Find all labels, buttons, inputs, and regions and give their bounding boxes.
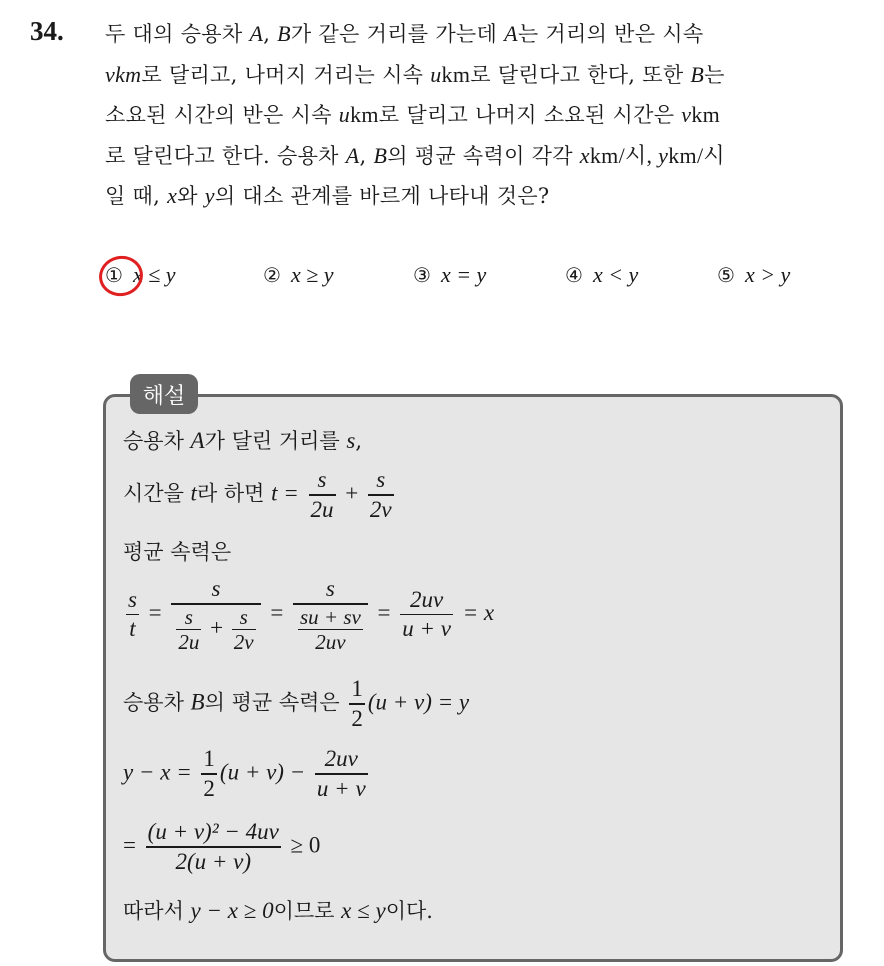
choice-number: ⑤: [717, 263, 735, 287]
solution-line-6: y − x = $\frac{1}{2}$ (u + v) − $\frac{2uv}{u + v}$: [123, 746, 366, 801]
choice-1[interactable]: [105, 255, 176, 295]
solution-line-1: 승용차 A가 달린 거리를 s,: [123, 428, 362, 453]
choice-number: ①: [105, 263, 123, 287]
choice-expression: x < y: [592, 262, 639, 287]
question-line-2: vkm로 달리고, 나머지 거리는 시속 ukm로 달린다고 한다, 또한 B는: [105, 61, 725, 87]
solution-line-8: 따라서 y − x ≥ 0이므로 x ≤ y이다.: [123, 898, 433, 923]
choice-5[interactable]: [717, 255, 790, 295]
solution-line-5: 승용차 B의 평균 속력은 $\frac{1}{2}$ (u + v) = y: [123, 676, 470, 731]
question-line-3: 소요된 시간의 반은 시속 ukm로 달리고 나머지 소요된 시간은 vkm: [105, 102, 721, 127]
choice-expression: x > y: [744, 262, 791, 287]
choice-expression: x ≤ y: [132, 262, 176, 287]
fraction: $\frac{\text{(u + v)² − 4uv}}{2(u + v)}$: [147, 819, 279, 874]
choice-number: ②: [263, 263, 281, 287]
solution-tag: 해설: [130, 374, 198, 414]
choice-expression: x = y: [440, 262, 487, 287]
fraction: $\frac{1}{2}$: [203, 746, 215, 801]
question-text: [105, 14, 865, 217]
compound-fraction: $\frac{s}{\frac{su + sv}{2uv}}$: [293, 575, 368, 654]
choice-number: ③: [413, 263, 431, 287]
fraction: $\frac{2uv}{u + v}$: [316, 746, 366, 801]
question-line-4: 로 달린다고 한다. 승용차 A, B의 평균 속력이 각각 xkm/시, ykm/시: [105, 142, 725, 168]
fraction: $\frac{2uv}{u + v}$: [402, 586, 451, 642]
fraction: $\frac{s}{2v}$: [369, 467, 392, 522]
fraction: $\frac{1}{2}$: [351, 676, 363, 731]
answer-circle-mark: [95, 252, 146, 300]
fraction: $\frac{s}{2u}$: [178, 604, 200, 654]
question-line-1: 두 대의 승용차 A, B가 같은 거리를 가는데 A는 거리의 반은 시속: [105, 21, 704, 46]
question-number: 34.: [30, 16, 64, 46]
solution-line-2: 시간을 t라 하면 t = $\frac{s}{2u}$ + $\frac{s}{2v}$: [123, 467, 392, 522]
question-line-5: 일 때, x와 y의 대소 관계를 바르게 나타내 것은?: [105, 183, 550, 208]
choice-2[interactable]: [263, 255, 334, 295]
choice-3[interactable]: [413, 255, 486, 295]
compound-fraction: s $\frac{s}{2u}$ + $\frac{s}{2v}$: [171, 575, 260, 654]
solution-line-3: 평균 속력은: [123, 540, 232, 564]
solution-line-4: $\frac{s}{t}$ = s $\frac{s}{2u}$ + $\frac{s}{2v}$ = $\frac{s}{\frac{su + sv}{2uv}}$ = $\frac{2uv}{u + v}$ = x: [128, 576, 495, 654]
choice-number: ④: [565, 263, 583, 287]
solution-line-7: = $\frac{\text{(u + v)² − 4uv}}{2(u + v)}$ ≥ 0: [123, 819, 321, 874]
fraction: $\frac{s}{2u}$: [310, 467, 334, 522]
fraction: $\frac{s}{t}$: [128, 586, 137, 642]
choice-expression: x ≥ y: [290, 262, 334, 287]
choice-4[interactable]: [565, 255, 638, 295]
answer-choices: [105, 255, 865, 295]
fraction: $\frac{s}{2v}$: [233, 604, 254, 654]
